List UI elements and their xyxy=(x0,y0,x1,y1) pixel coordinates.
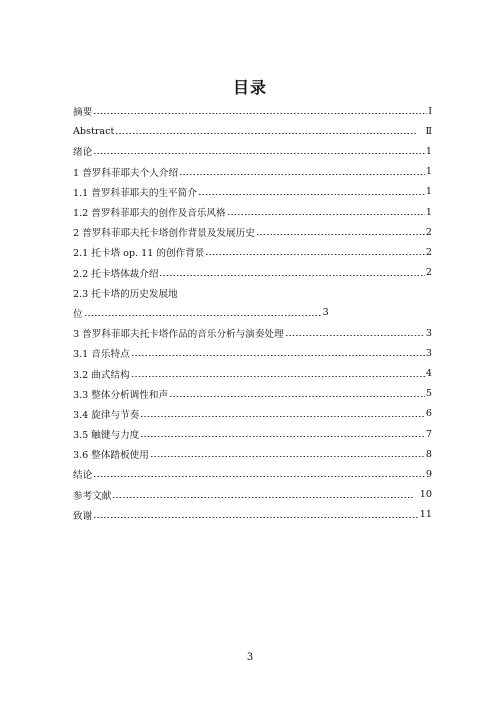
toc-entry[interactable] xyxy=(73,141,432,161)
dot-leader xyxy=(131,369,425,379)
toc-entry-page: 1 xyxy=(425,186,432,198)
toc-entry[interactable] xyxy=(73,363,432,383)
toc-entry-page: 1 xyxy=(425,166,432,178)
toc-entry-page: Ⅰ xyxy=(428,105,432,117)
toc-entry[interactable] xyxy=(73,404,432,424)
toc-entry-label: 3.2 曲式结构 xyxy=(73,369,130,381)
toc-entry-label: 1 普罗科菲耶夫个人介绍 xyxy=(73,167,179,179)
toc-entry-label: Abstract xyxy=(73,125,115,137)
toc-entry[interactable] xyxy=(73,444,432,464)
toc-entry[interactable] xyxy=(73,222,432,242)
dot-leader xyxy=(140,409,425,419)
toc-entry-label: 1.1 普罗科菲耶夫的生平简介 xyxy=(73,187,197,199)
toc-entry[interactable] xyxy=(73,323,432,343)
toc-entry-page: 3 xyxy=(322,307,329,319)
dot-leader xyxy=(169,389,425,399)
toc-entry[interactable] xyxy=(73,464,432,484)
toc-entry-page: 6 xyxy=(425,408,432,420)
toc-entry[interactable] xyxy=(73,202,432,222)
toc-entry-wrapped-line2[interactable] xyxy=(73,303,432,323)
dot-leader xyxy=(159,268,424,278)
toc-entry-page: 4 xyxy=(425,368,432,380)
toc-entry-label-continued: 位 xyxy=(73,308,83,320)
dot-leader xyxy=(150,449,425,459)
toc-entry-page: 2 xyxy=(425,246,432,258)
dot-leader xyxy=(205,247,425,257)
table-of-contents xyxy=(73,101,432,525)
toc-entry-page: 11 xyxy=(419,509,432,521)
dot-leader xyxy=(93,510,419,520)
toc-entry[interactable] xyxy=(73,263,432,283)
toc-entry[interactable] xyxy=(73,424,432,444)
toc-entry-page: 1 xyxy=(425,206,432,218)
dot-leader xyxy=(115,126,416,136)
page-number: 3 xyxy=(246,652,254,663)
toc-entry[interactable] xyxy=(73,121,432,141)
dot-leader xyxy=(93,106,427,116)
toc-entry-label: 2 普罗科菲耶夫托卡塔创作背景及发展历史 xyxy=(73,228,255,240)
toc-entry-page: 10 xyxy=(419,489,432,501)
dot-leader xyxy=(93,146,425,156)
toc-entry-label: 1.2 普罗科菲耶夫的创作及音乐风格 xyxy=(73,208,226,220)
toc-entry-label: 3 普罗科菲耶夫托卡塔作品的音乐分析与演奏处理 xyxy=(73,329,284,341)
page-title: 目录 xyxy=(232,78,267,97)
toc-entry-page: Ⅱ xyxy=(425,125,432,137)
toc-entry-page: 2 xyxy=(425,267,432,279)
toc-entry[interactable] xyxy=(73,101,432,121)
toc-entry-label: 2.2 托卡塔体裁介绍 xyxy=(73,268,159,280)
dot-leader xyxy=(198,187,425,197)
toc-entry-label: 3.4 旋律与节奏 xyxy=(73,409,140,421)
toc-entry-label: 3.3 整体分析调性和声 xyxy=(73,389,169,401)
dot-leader xyxy=(285,328,425,338)
dot-leader xyxy=(112,490,412,500)
toc-entry-page: 1 xyxy=(425,145,432,157)
dot-leader xyxy=(131,348,425,358)
toc-entry[interactable] xyxy=(73,485,432,505)
toc-entry-page: 9 xyxy=(425,468,432,480)
toc-entry-label: 结论 xyxy=(73,470,93,482)
toc-entry[interactable] xyxy=(73,242,432,262)
toc-entry[interactable] xyxy=(73,162,432,182)
dot-leader xyxy=(227,207,425,217)
dot-leader xyxy=(256,227,425,237)
toc-entry-page: 7 xyxy=(425,428,432,440)
toc-entry-page: 5 xyxy=(425,388,432,400)
toc-entry-label: 致谢 xyxy=(73,510,93,522)
toc-entry-label: 2.1 托卡塔 op. 11 的创作背景 xyxy=(73,248,205,260)
toc-entry[interactable] xyxy=(73,384,432,404)
dot-leader xyxy=(93,469,425,479)
dot-leader xyxy=(84,308,322,318)
toc-entry-page: 2 xyxy=(425,226,432,238)
dot-leader xyxy=(140,429,425,439)
toc-entry-wrapped-line1[interactable] xyxy=(73,283,432,303)
toc-entry[interactable] xyxy=(73,182,432,202)
dot-leader xyxy=(179,167,425,177)
toc-entry-label: 3.5 触键与力度 xyxy=(73,430,140,442)
toc-entry-page: 3 xyxy=(425,327,432,339)
toc-entry-label: 绪论 xyxy=(73,147,93,159)
toc-entry-label: 3.1 音乐特点 xyxy=(73,349,130,361)
toc-entry-label: 3.6 整体踏板使用 xyxy=(73,450,149,462)
toc-entry[interactable] xyxy=(73,343,432,363)
toc-entry-label: 2.3 托卡塔的历史发展地 xyxy=(73,288,178,300)
toc-entry-label: 参考文献 xyxy=(73,490,112,502)
toc-entry-label: 摘要 xyxy=(73,107,93,119)
toc-entry[interactable] xyxy=(73,505,432,525)
toc-entry-page: 8 xyxy=(425,448,432,460)
toc-entry-page: 3 xyxy=(425,347,432,359)
